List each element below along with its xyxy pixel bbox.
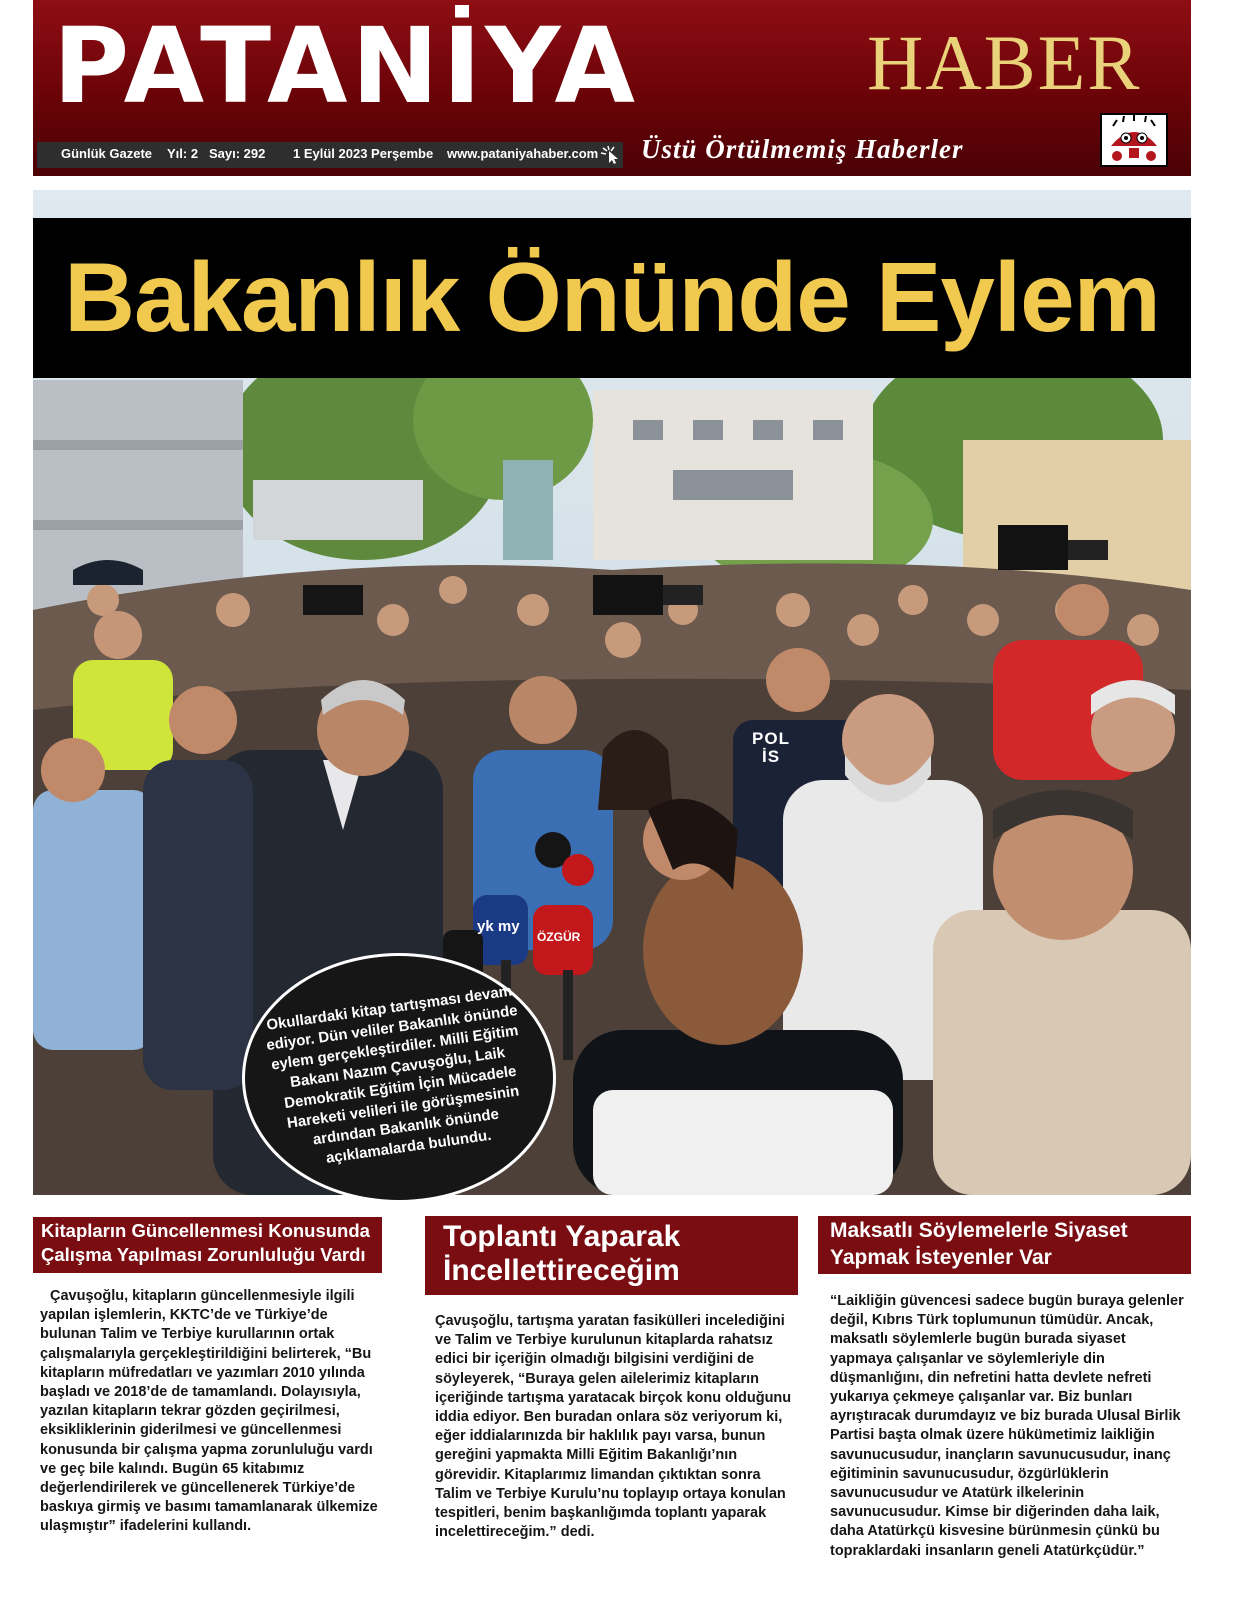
publication-type: Günlük Gazete [61,146,153,161]
issue-info-bar [37,142,623,168]
newspaper-section-title: HABER [867,19,1142,106]
website-link[interactable]: www.pataniyahaber.com [447,146,599,161]
publication-year: Yıl: 2 [167,146,199,161]
slogan: Üstü Örtülmemiş Haberler [641,134,964,164]
column-2-body: Çavuşoğlu, tartışma yaratan fasikülleri incelediğini ve Talim ve Terbiye kurulunun kitaplarda rahatsız edici bir içeriğin olmadığı bilgisini verdiğini de söyleyerek, “Buraya gelen ailelerimiz kitapların içeriğinde tartışma yaratacak birçok konu olduğunu iddia ediyor. Ben buradan onlara söz veriyorum ki, eğer iddialarınızda bir haklılık payı varsa, bunun gereğini yapmakta Milli Eğitim Bakanlığı’nın görevidir. Kitaplarımız limandan çıktıktan sonra Talim ve Terbiye Kurulu’nu toplayıp ortaya konulan tespitleri, benim başkanlığımda toplantı yaparak incelettireceğim.” dedi. [435,1313,792,1541]
masthead [33,0,1191,176]
column-1-title[interactable]: Kitapların Güncellenmesi Konusunda Çalışma Yapılması Zorunluluğu Vardı [33,1217,382,1273]
column-3-body: “Laikliğin güvencesi sadece bugün buraya gelenler değil, Kıbrıs Türk toplumunun tümüdür. Ancak, maksatlı söylemlerle bugün burada siyaset yapmaya çalışanlar ve söylemleriyle din düşmanlığını, din nefretini hatta devlete nefreti yukarıya çekmeye çalışanlar var. Biz bunları ayrıştıracak durumdayız ve biz burada Ulusal Birlik Partisi başta olmak üzere hükümetimiz laikliğin savunucusudur, inançların savunucusudur, inanç eğitiminin savunucusudur, özgürlüklerin savunucusudur ve Atatürk ilkelerinin savunucusudur. Kimse bir diğerinden daha laik, daha Atatürkçü kisvesine bürünmesin çünkü bu topraklardaki insanların geneli Atatürkçüdür.” [830,1293,1184,1559]
issue-date: 1 Eylül 2023 Perşembe [293,146,434,161]
headline-band [33,218,1191,378]
cursor-click-icon [597,145,623,165]
microphone-label-2: ÖZGÜR [537,930,581,944]
microphone-label-1: yk my [477,918,520,935]
main-headline[interactable]: Bakanlık Önünde Eylem [64,242,1160,352]
newspaper-logo[interactable]: PATANİYA [53,5,640,127]
column-1-body: Çavuşoğlu, kitapların güncellenmesiyle ilgili yapılan işlemlerin, KKTC’de ve Türkiye’de bulunan Talim ve Terbiye kurullarının ortak çalışmalarıyla gerçekleştirildiğini belirterek, “Bu kitapların müfredatları ve yazımları 2010 yılında başladı ve 2018’de de tamamlandı. Dolayısıyla, yazılan kitapların tekrar gözden geçirilmesi, eksikliklerinin giderilmesi ve güncellenmesi konusunda bir çalışma yapma zorunluluğu vardı ve geç bile kalındı. Bugün 65 kitabımız değerlendirilerek ve güncellenerek Türkiye’de baskıya girmiş ve basımı tamamlanarak ülkemize ulaşmıştır” ifadelerini kullandı. [40,1288,378,1535]
police-vest-label: POLİS [752,729,790,766]
issue-number: Sayı: 292 [209,146,266,161]
column-3-title[interactable]: Maksatlı Söylemelerle Siyaset Yapmak İsteyenler Var [818,1216,1191,1274]
photo-caption-bubble [242,953,556,1203]
photo-caption: Okullardaki kitap tartışması devam ediyor. Dün veliler Bakanlık önünde eylem gerçekleştirdiler. Milli Eğitim Bakanı Nazım Çavuşoğlu, Laik Demokratik Eğitim İçin Mücadele Hareketi velileri ile görüşmesinin ardından Bakanlık önünde açıklamalarda bulundu. [265,982,521,1167]
column-2-title[interactable]: Toplantı Yaparak İncellettireceğim [425,1216,798,1295]
mascot-icon [1099,112,1169,168]
